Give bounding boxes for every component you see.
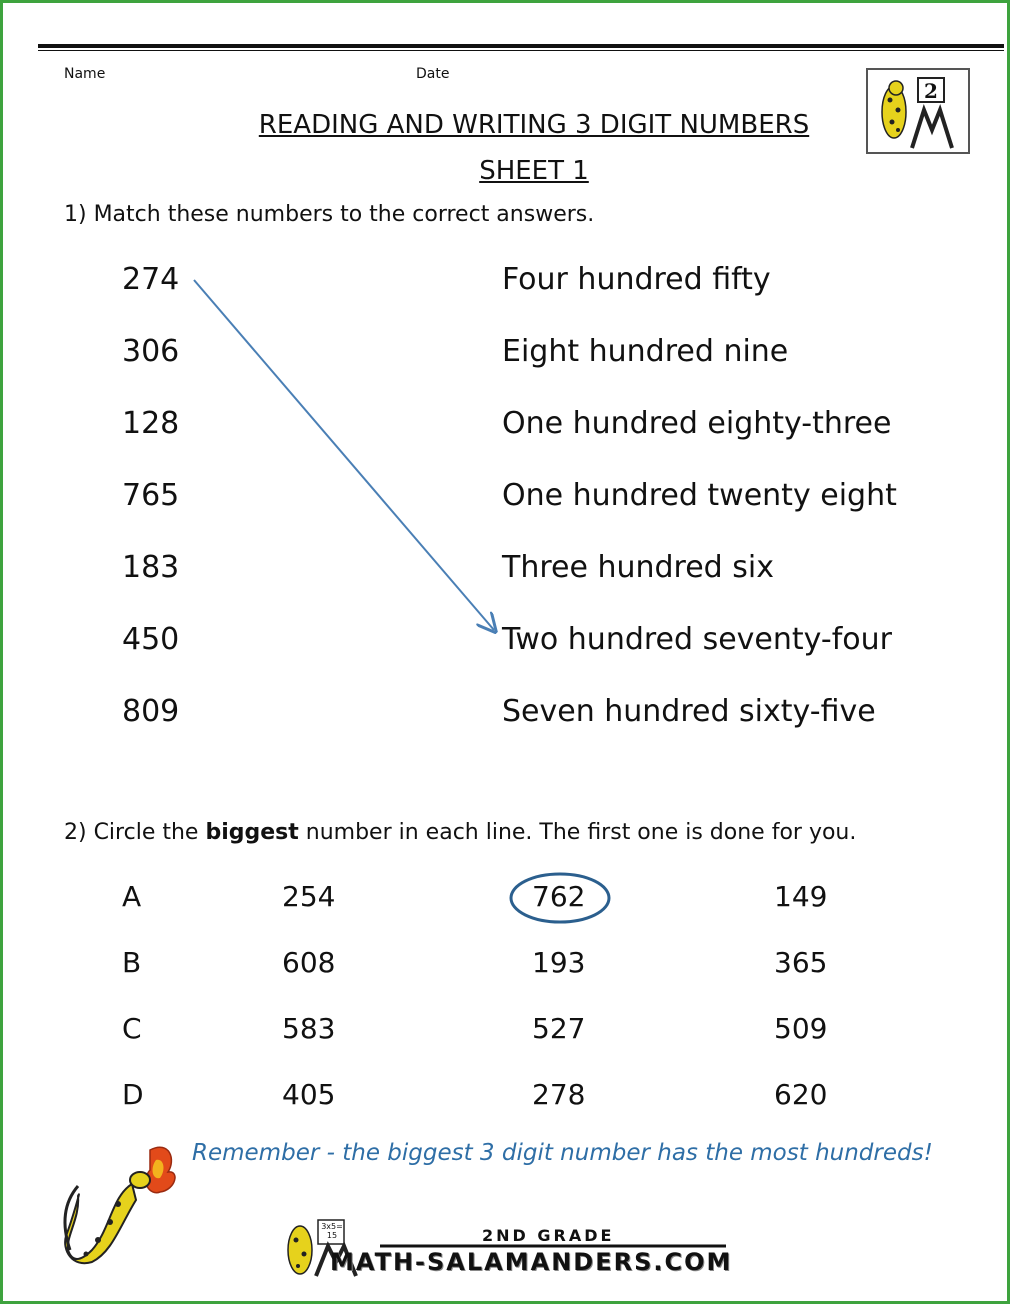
q2-instruction-pre: 2) Circle the — [64, 820, 206, 845]
row-value: 509 — [774, 1012, 828, 1045]
row-label: B — [122, 946, 142, 979]
row-value: 193 — [532, 946, 586, 979]
match-number: 306 — [122, 334, 180, 369]
sheet-number: SHEET 1 — [479, 156, 589, 186]
row-value: 149 — [774, 880, 828, 913]
worksheet-title: READING AND WRITING 3 DIGIT NUMBERS — [258, 110, 810, 140]
match-number: 450 — [122, 622, 180, 657]
match-word: Seven hundred sixty-five — [502, 694, 876, 729]
match-number: 809 — [122, 694, 180, 729]
row-value: 620 — [774, 1078, 828, 1111]
match-word: Four hundred fifty — [502, 262, 771, 297]
row-value: 608 — [282, 946, 336, 979]
q1-instruction: 1) Match these numbers to the correct answers. — [64, 202, 595, 227]
q2-instruction-post: number in each line. The first one is done for you. — [298, 820, 857, 845]
match-word: Two hundred seventy-four — [502, 622, 892, 657]
remember-tip: Remember - the biggest 3 digit number has the most hundreds! — [192, 1140, 933, 1166]
brand-small-sign: 3x5= 15 — [321, 1222, 343, 1240]
logo-digit: 2 — [924, 79, 938, 103]
row-value: 527 — [532, 1012, 586, 1045]
match-word: Eight hundred nine — [502, 334, 789, 369]
row-value: 583 — [282, 1012, 336, 1045]
row-label: C — [122, 1012, 142, 1045]
match-word: One hundred eighty-three — [502, 406, 892, 441]
row-label: D — [122, 1078, 144, 1111]
brand-site-name: MATH-SALAMANDERS.COM — [330, 1248, 733, 1276]
match-word: Three hundred six — [502, 550, 774, 585]
row-value: 278 — [532, 1078, 586, 1111]
q2-instruction-bold: biggest — [205, 820, 299, 845]
match-number: 765 — [122, 478, 180, 513]
row-value: 254 — [282, 880, 336, 913]
name-label: Name — [64, 66, 106, 82]
match-number: 183 — [122, 550, 180, 585]
match-number: 274 — [122, 262, 180, 297]
date-label: Date — [416, 66, 450, 82]
row-value: 762 — [532, 880, 586, 913]
row-value: 405 — [282, 1078, 336, 1111]
row-value: 365 — [774, 946, 828, 979]
match-word: One hundred twenty eight — [502, 478, 897, 513]
brand-grade: 2ND GRADE — [482, 1226, 615, 1245]
match-number: 128 — [122, 406, 180, 441]
row-label: A — [122, 880, 142, 913]
